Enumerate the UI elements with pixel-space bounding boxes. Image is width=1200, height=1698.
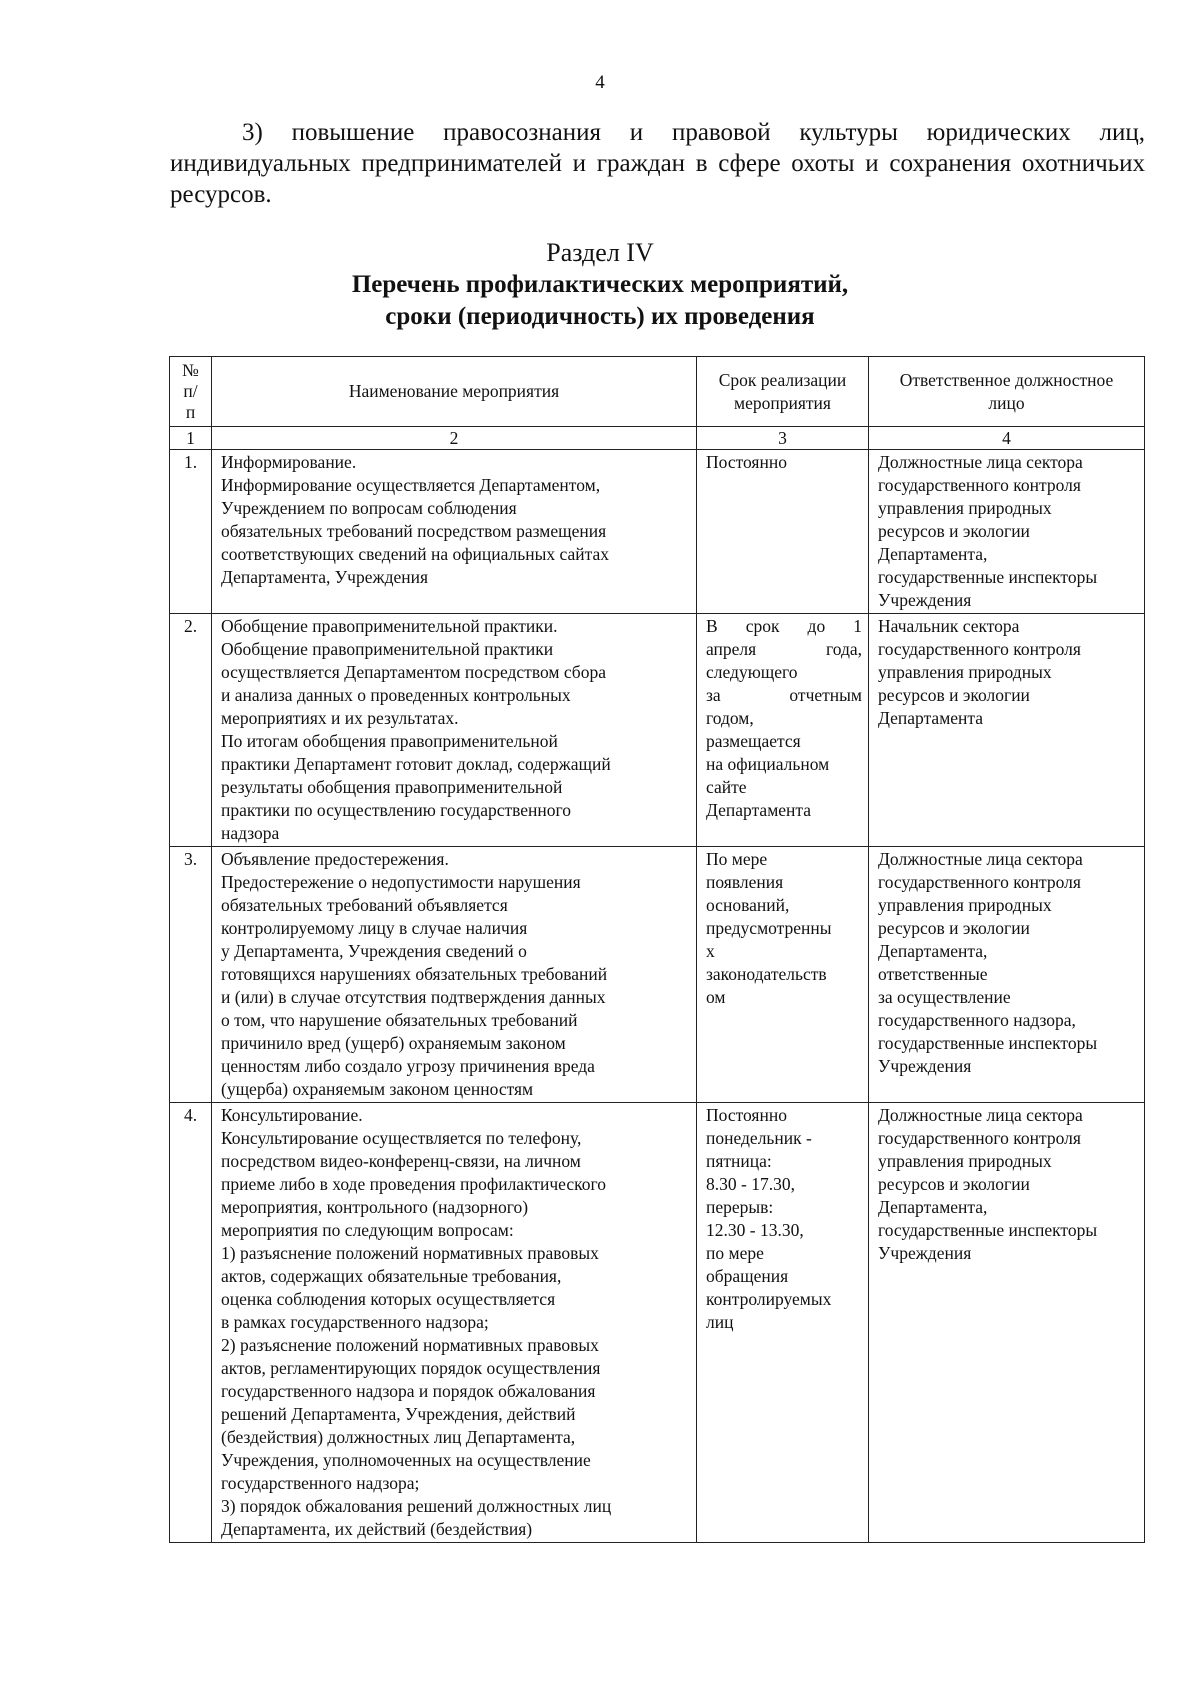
cell-line: контролируемому лицу в случае наличия bbox=[221, 918, 528, 938]
cell-line: Постоянно bbox=[706, 1105, 787, 1125]
cell-line: за отчетным bbox=[706, 685, 862, 705]
cell-line: причинило вред (ущерб) охраняемым законом bbox=[221, 1033, 566, 1053]
column-number: 1 bbox=[170, 427, 212, 450]
term-cell bbox=[697, 614, 869, 847]
cell-line: Департамента, Учреждения bbox=[221, 567, 429, 587]
cell-line: По итогам обобщения правоприменительной bbox=[221, 731, 558, 751]
cell-line: управления природных bbox=[878, 662, 1052, 682]
cell-line: практики Департамент готовит доклад, содержащий bbox=[221, 754, 611, 774]
cell-line: Информирование. bbox=[221, 452, 357, 472]
table-row bbox=[170, 1103, 1145, 1543]
cell-line: обязательных требований объявляется bbox=[221, 895, 508, 915]
header-activity-name: Наименование мероприятия bbox=[212, 357, 697, 427]
cell-line: размещается bbox=[706, 731, 801, 751]
cell-line: обращения bbox=[706, 1266, 789, 1286]
cell-line: перерыв: bbox=[706, 1197, 774, 1217]
cell-line: ресурсов и экологии bbox=[878, 1174, 1030, 1194]
cell-line: государственного контроля bbox=[878, 639, 1081, 659]
cell-line: Постоянно bbox=[706, 452, 787, 472]
cell-line: управления природных bbox=[878, 1151, 1052, 1171]
column-number: 2 bbox=[212, 427, 697, 450]
column-numbers-row bbox=[170, 427, 1145, 450]
cell-line: пятница: bbox=[706, 1151, 772, 1171]
section-title-line-2: сроки (периодичность) их проведения bbox=[385, 303, 815, 330]
intro-paragraph: 3) повышение правосознания и правовой культуры юридических лиц, индивидуальных предпринимателей и граждан в сфере охоты и сохранения охотничьих ресурсов. bbox=[170, 119, 1145, 208]
activity-name-cell bbox=[212, 847, 697, 1103]
cell-line: Предостережение о недопустимости нарушения bbox=[221, 872, 581, 892]
cell-line: посредством видео-конференц-связи, на личном bbox=[221, 1151, 581, 1171]
cell-line: В срок до 1 bbox=[706, 616, 862, 636]
cell-line: Объявление предостережения. bbox=[221, 849, 449, 869]
cell-line: Должностные лица сектора bbox=[878, 1105, 1083, 1125]
activity-name-cell bbox=[212, 614, 697, 847]
row-number: 4. bbox=[170, 1103, 212, 1543]
section-title-line-1: Перечень профилактических мероприятий, bbox=[351, 271, 849, 298]
cell-line: 3) порядок обжалования решений должностных лиц bbox=[221, 1496, 612, 1516]
header-responsible: Ответственное должностное лицо bbox=[869, 357, 1145, 427]
cell-line: 2) разъяснение положений нормативных правовых bbox=[221, 1335, 599, 1355]
cell-line: оценка соблюдения которых осуществляется bbox=[221, 1289, 556, 1309]
table-row bbox=[170, 614, 1145, 847]
cell-line: ресурсов и экологии bbox=[878, 918, 1030, 938]
cell-line: контролируемых bbox=[706, 1289, 832, 1309]
cell-line: По мере bbox=[706, 849, 768, 869]
cell-line: 12.30 - 13.30, bbox=[706, 1220, 804, 1240]
cell-line: ресурсов и экологии bbox=[878, 521, 1030, 541]
responsible-cell bbox=[869, 614, 1145, 847]
cell-line: управления природных bbox=[878, 895, 1052, 915]
cell-line: соответствующих сведений на официальных сайтах bbox=[221, 544, 610, 564]
cell-line: государственного надзора; bbox=[221, 1473, 420, 1493]
cell-line: готовящихся нарушениях обязательных требований bbox=[221, 964, 608, 984]
cell-line: Департамента bbox=[706, 800, 812, 820]
page-number: 4 bbox=[595, 72, 605, 93]
table-row bbox=[170, 847, 1145, 1103]
cell-line: появления bbox=[706, 872, 784, 892]
cell-line: государственного контроля bbox=[878, 1128, 1081, 1148]
cell-line: лиц bbox=[706, 1312, 734, 1332]
cell-line: Департамента bbox=[878, 708, 984, 728]
cell-line: государственного надзора, bbox=[878, 1010, 1076, 1030]
cell-line: ом bbox=[706, 987, 726, 1007]
cell-line: мероприятия, контрольного (надзорного) bbox=[221, 1197, 529, 1217]
cell-line: актов, содержащих обязательные требования, bbox=[221, 1266, 562, 1286]
cell-line: Должностные лица сектора bbox=[878, 452, 1083, 472]
cell-line: следующего bbox=[706, 662, 798, 682]
responsible-cell bbox=[869, 847, 1145, 1103]
cell-line: решений Департамента, Учреждения, действий bbox=[221, 1404, 576, 1424]
cell-line: Департамента, bbox=[878, 544, 988, 564]
cell-line: годом, bbox=[706, 708, 754, 728]
cell-line: результаты обобщения правоприменительной bbox=[221, 777, 563, 797]
cell-line: на официальном bbox=[706, 754, 830, 774]
cell-line: понедельник - bbox=[706, 1128, 812, 1148]
responsible-cell bbox=[869, 1103, 1145, 1543]
cell-line: о том, что нарушение обязательных требований bbox=[221, 1010, 578, 1030]
cell-line: мероприятиях и их результатах. bbox=[221, 708, 459, 728]
header-number: № п/ п bbox=[170, 357, 212, 427]
cell-line: ресурсов и экологии bbox=[878, 685, 1030, 705]
cell-line: Обобщение правоприменительной практики. bbox=[221, 616, 558, 636]
cell-line: управления природных bbox=[878, 498, 1052, 518]
cell-line: Учреждения bbox=[878, 1056, 972, 1076]
row-number: 2. bbox=[170, 614, 212, 847]
responsible-cell bbox=[869, 450, 1145, 614]
activities-table bbox=[169, 356, 1145, 1543]
activity-name-cell bbox=[212, 450, 697, 614]
cell-line: Консультирование осуществляется по телефону, bbox=[221, 1128, 582, 1148]
cell-line: государственного контроля bbox=[878, 475, 1081, 495]
cell-line: практики по осуществлению государственного bbox=[221, 800, 572, 820]
cell-line: у Департамента, Учреждения сведений о bbox=[221, 941, 527, 961]
cell-line: государственные инспекторы bbox=[878, 1220, 1098, 1240]
section-label: Раздел IV bbox=[546, 238, 654, 267]
cell-line: за осуществление bbox=[878, 987, 1011, 1007]
cell-line: мероприятия по следующим вопросам: bbox=[221, 1220, 514, 1240]
cell-line: государственные инспекторы bbox=[878, 567, 1098, 587]
cell-line: приеме либо в ходе проведения профилактического bbox=[221, 1174, 606, 1194]
cell-line: Информирование осуществляется Департаментом, bbox=[221, 475, 601, 495]
table-row bbox=[170, 450, 1145, 614]
cell-line: государственные инспекторы bbox=[878, 1033, 1098, 1053]
row-number: 3. bbox=[170, 847, 212, 1103]
cell-line: 1) разъяснение положений нормативных правовых bbox=[221, 1243, 599, 1263]
column-number: 3 bbox=[697, 427, 869, 450]
cell-line: х bbox=[706, 941, 715, 961]
column-number: 4 bbox=[869, 427, 1145, 450]
cell-line: Департамента, bbox=[878, 941, 988, 961]
cell-line: государственного контроля bbox=[878, 872, 1081, 892]
cell-line: ценностям либо создало угрозу причинения вреда bbox=[221, 1056, 595, 1076]
cell-line: Консультирование. bbox=[221, 1105, 363, 1125]
cell-line: законодательств bbox=[706, 964, 827, 984]
row-number: 1. bbox=[170, 450, 212, 614]
term-cell bbox=[697, 450, 869, 614]
cell-line: Департамента, их действий (бездействия) bbox=[221, 1519, 533, 1539]
cell-line: (бездействия) должностных лиц Департамента, bbox=[221, 1427, 576, 1447]
cell-line: апреля года, bbox=[706, 639, 862, 659]
term-cell bbox=[697, 847, 869, 1103]
cell-line: Учреждением по вопросам соблюдения bbox=[221, 498, 517, 518]
cell-line: и анализа данных о проведенных контрольных bbox=[221, 685, 571, 705]
table-header-row bbox=[170, 357, 1145, 427]
cell-line: Учреждения bbox=[878, 1243, 972, 1263]
term-cell bbox=[697, 1103, 869, 1543]
cell-line: в рамках государственного надзора; bbox=[221, 1312, 489, 1332]
cell-line: государственного надзора и порядок обжалования bbox=[221, 1381, 596, 1401]
cell-line: надзора bbox=[221, 823, 280, 843]
cell-line: предусмотренны bbox=[706, 918, 832, 938]
activity-name-cell bbox=[212, 1103, 697, 1543]
cell-line: обязательных требований посредством размещения bbox=[221, 521, 607, 541]
cell-line: актов, регламентирующих порядок осуществления bbox=[221, 1358, 601, 1378]
cell-line: Учреждения bbox=[878, 590, 972, 610]
cell-line: сайте bbox=[706, 777, 747, 797]
header-term: Срок реализации мероприятия bbox=[697, 357, 869, 427]
cell-line: (ущерба) охраняемым законом ценностям bbox=[221, 1079, 534, 1099]
cell-line: 8.30 - 17.30, bbox=[706, 1174, 795, 1194]
cell-line: Начальник сектора bbox=[878, 616, 1020, 636]
cell-line: Учреждения, уполномоченных на осуществление bbox=[221, 1450, 591, 1470]
cell-line: ответственные bbox=[878, 964, 988, 984]
cell-line: Должностные лица сектора bbox=[878, 849, 1083, 869]
cell-line: по мере bbox=[706, 1243, 764, 1263]
cell-line: осуществляется Департаментом посредством сбора bbox=[221, 662, 606, 682]
cell-line: и (или) в случае отсутствия подтверждения данных bbox=[221, 987, 606, 1007]
cell-line: Обобщение правоприменительной практики bbox=[221, 639, 554, 659]
cell-line: Департамента, bbox=[878, 1197, 988, 1217]
cell-line: оснований, bbox=[706, 895, 790, 915]
